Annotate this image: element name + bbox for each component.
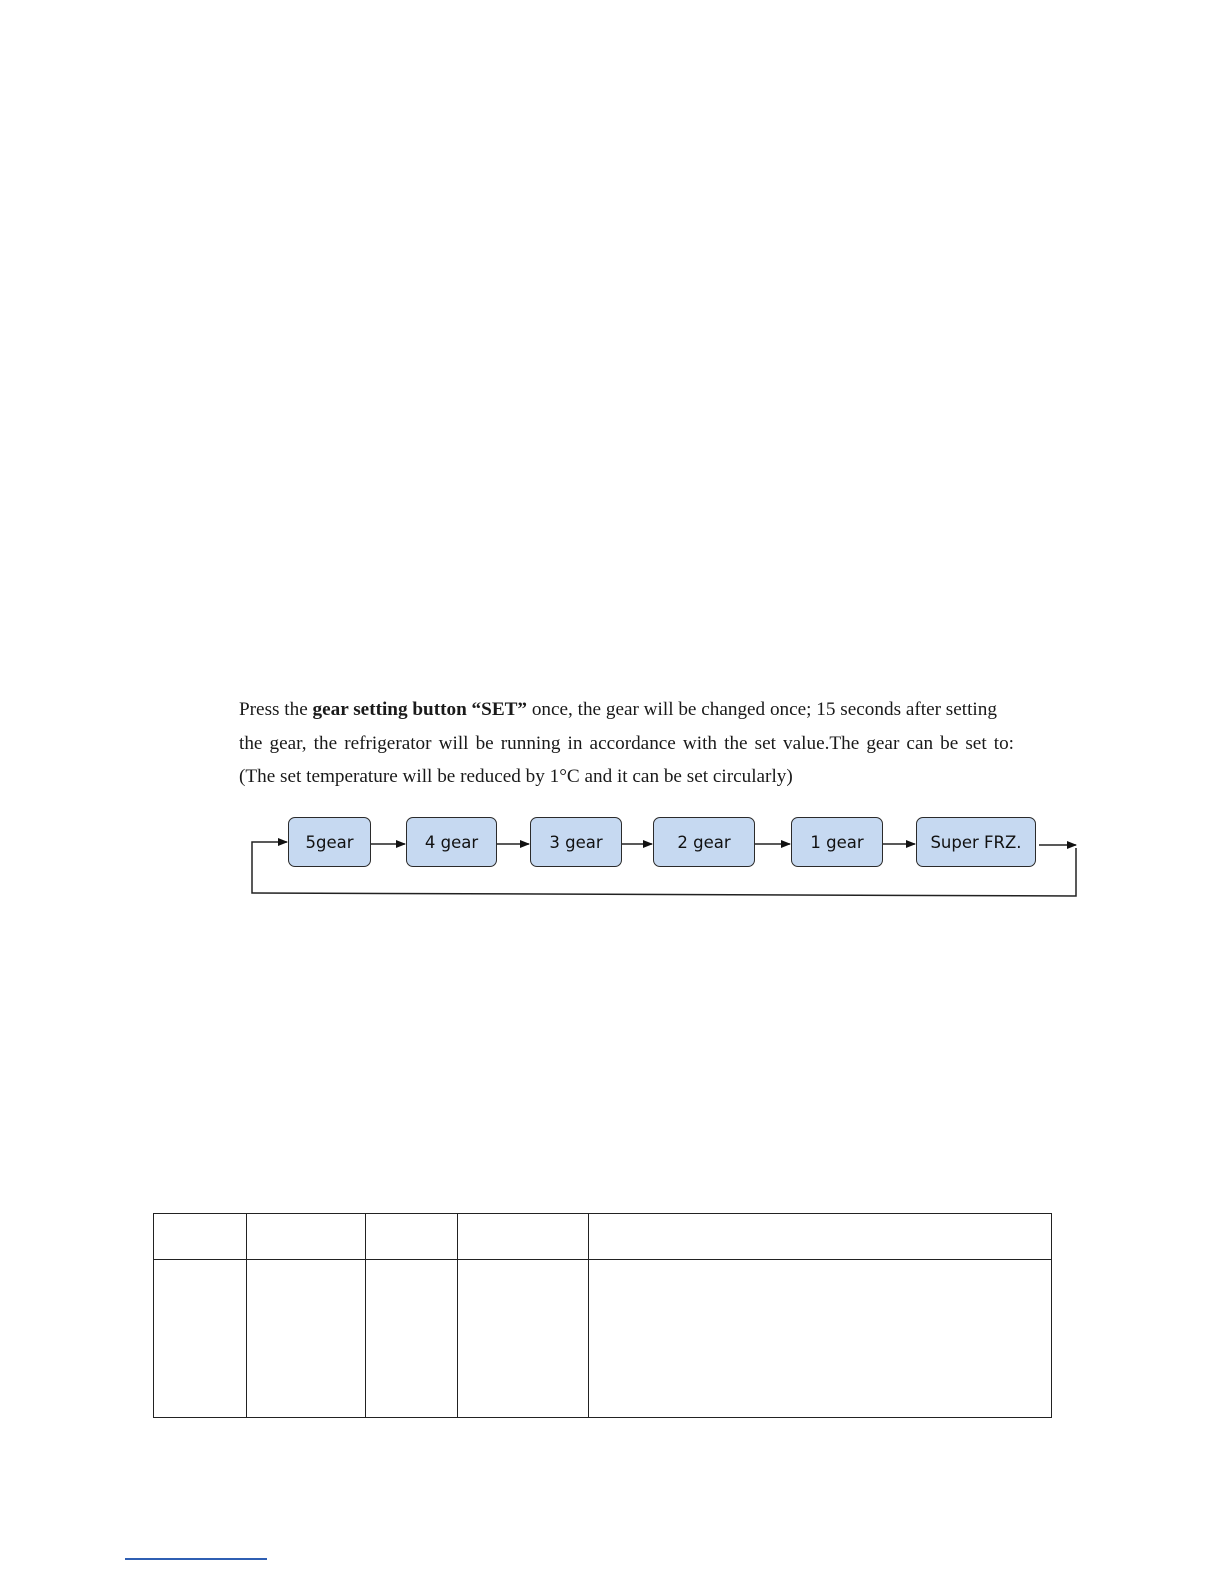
table-cell	[458, 1260, 589, 1418]
gear-3-box: 3 gear	[530, 817, 622, 867]
table-row	[154, 1260, 1052, 1418]
table-cell	[154, 1260, 247, 1418]
line1-text-end: once, the gear will be changed once; 15 seconds after setting	[527, 699, 997, 720]
table-cell	[247, 1260, 366, 1418]
super-frz-box: Super FRZ.	[916, 817, 1036, 867]
table-cell	[247, 1214, 366, 1260]
table-header-row	[154, 1214, 1052, 1260]
footnote-separator	[125, 1558, 267, 1560]
paragraph-line-1	[239, 693, 1014, 727]
gear-5-box: 5gear	[288, 817, 371, 867]
gear-4-box: 4 gear	[406, 817, 497, 867]
line1-text-start: Press the	[239, 699, 313, 720]
empty-table	[153, 1213, 1052, 1418]
paragraph-line-3: (The set temperature will be reduced by 1°C and it can be set circularly)	[239, 766, 793, 787]
set-button-reference: gear setting button “SET”	[312, 699, 528, 720]
gear-2-box: 2 gear	[653, 817, 755, 867]
gear-1-box: 1 gear	[791, 817, 883, 867]
gear-setting-paragraph	[239, 693, 1014, 794]
table-cell	[589, 1214, 1052, 1260]
table-cell	[366, 1214, 458, 1260]
table-cell	[366, 1260, 458, 1418]
table-cell	[589, 1260, 1052, 1418]
table-cell	[154, 1214, 247, 1260]
paragraph-line-2: the gear, the refrigerator will be running in accordance with the set value.The gear can be set to:	[239, 732, 1014, 754]
table-cell	[458, 1214, 589, 1260]
